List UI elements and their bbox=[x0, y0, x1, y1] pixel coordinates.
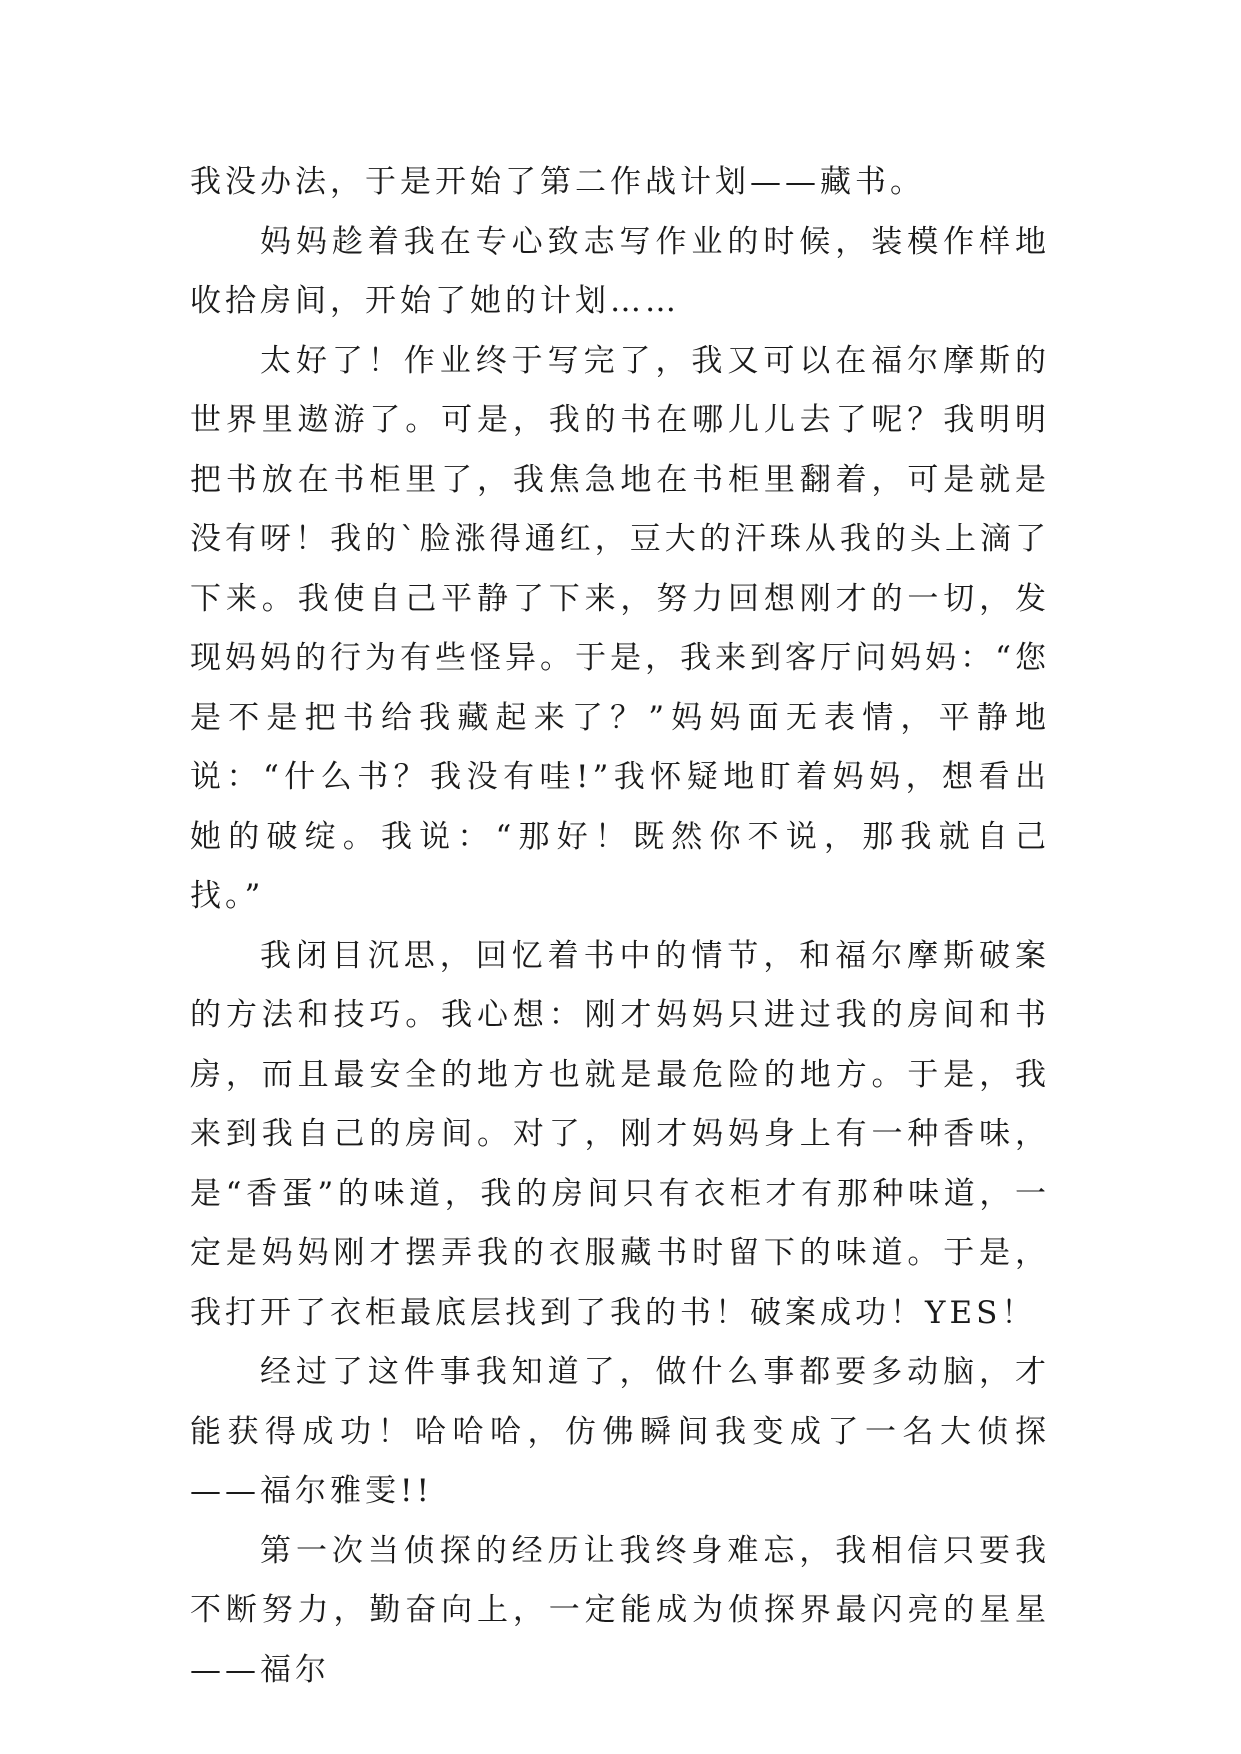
document-body bbox=[190, 153, 1050, 1700]
paragraph-4: 我闭目沉思，回忆着书中的情节，和福尔摩斯破案的方法和技巧。我心想：刚才妈妈只进过我的房间和书房，而且最安全的地方也就是最危险的地方。于是，我来到我自己的房间。对了，刚才妈妈身上有一种香味，是“香蛋”的味道，我的房间只有衣柜才有那种味道，一定是妈妈刚才摆弄我的衣服藏书时留下的味道。于是，我打开了衣柜最底层找到了我的书！破案成功！YES！ bbox=[190, 937, 1050, 1331]
paragraph-2: 妈妈趁着我在专心致志写作业的时候，装模作样地收拾房间，开始了她的计划…… bbox=[190, 223, 1050, 319]
paragraph-3: 太好了！作业终于写完了，我又可以在福尔摩斯的世界里遨游了。可是，我的书在哪儿儿去了呢？我明明把书放在书柜里了，我焦急地在书柜里翻着，可是就是没有呀！我的`脸涨得通红，豆大的汗珠从我的头上滴了下来。我使自己平静了下来，努力回想刚才的一切，发现妈妈的行为有些怪异。于是，我来到客厅问妈妈：“您是不是把书给我藏起来了？”妈妈面无表情，平静地说：“什么书？我没有哇!”我怀疑地盯着妈妈，想看出她的破绽。我说：“那好！既然你不说，那我就自己找。” bbox=[190, 342, 1050, 914]
paragraph-6: 第一次当侦探的经历让我终身难忘，我相信只要我不断努力，勤奋向上，一定能成为侦探界最闪亮的星星——福尔 bbox=[190, 1532, 1050, 1688]
paragraph-5: 经过了这件事我知道了，做什么事都要多动脑，才能获得成功！哈哈哈，仿佛瞬间我变成了一名大侦探——福尔雅雯!! bbox=[190, 1354, 1050, 1509]
paragraph-1: 我没办法，于是开始了第二作战计划——藏书。 bbox=[190, 164, 925, 200]
